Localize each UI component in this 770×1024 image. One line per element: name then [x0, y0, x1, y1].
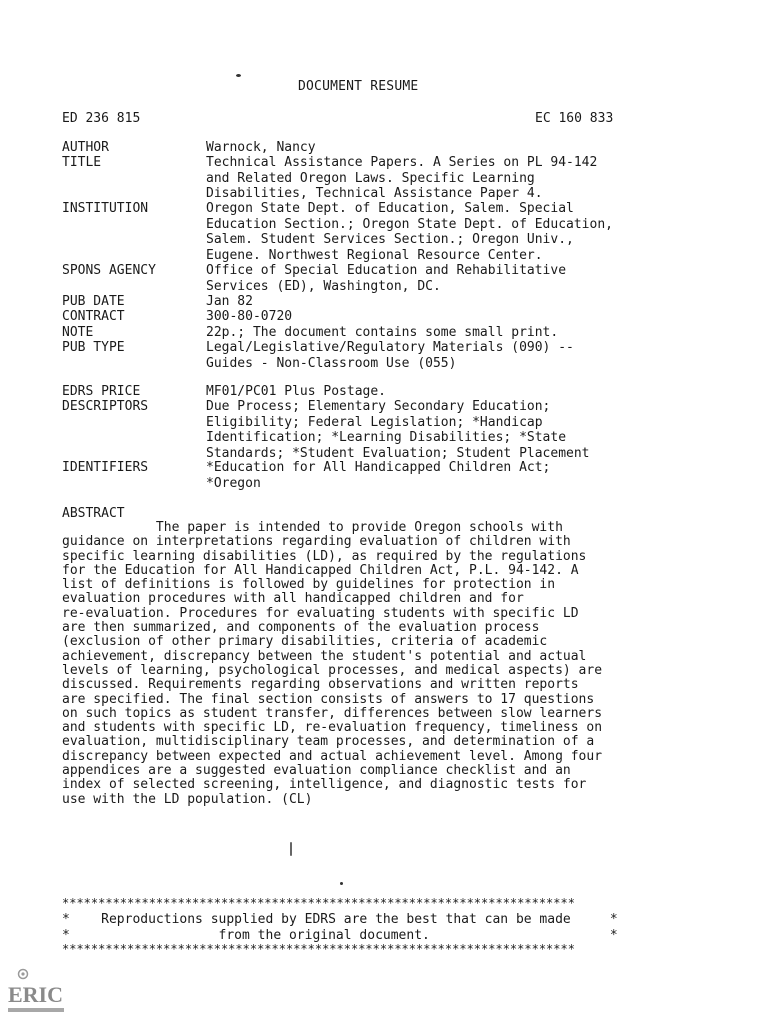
ed-number: ED 236 815: [62, 111, 141, 126]
field-value: [206, 140, 706, 156]
field-label: DESCRIPTORS: [62, 399, 149, 414]
abstract-line: discrepancy between expected and actual achievement level. Among four: [62, 748, 603, 764]
scan-speck: [340, 882, 343, 885]
value-line: Identification; *Learning Disabilities; *State: [206, 430, 567, 445]
value-line: *Oregon: [206, 475, 261, 491]
field-value: [206, 399, 706, 461]
field-value: [206, 294, 706, 310]
value-line: Eligibility; Federal Legislation; *Handicap: [206, 414, 543, 430]
logo-text: ERIC: [8, 982, 64, 1007]
eric-logo: [6, 968, 66, 1016]
logo-bar: [8, 1008, 64, 1012]
abstract-label: ABSTRACT: [62, 506, 125, 521]
value-line: Eugene. Northwest Regional Resource Center.: [206, 247, 543, 263]
abstract-line: are then summarized, and components of the evaluation process: [62, 620, 540, 636]
field-label: NOTE: [62, 325, 94, 340]
abstract-line: evaluation procedures with all handicapped children and for: [62, 591, 524, 607]
value-line: Warnock, Nancy: [206, 140, 316, 155]
field-label: AUTHOR: [62, 140, 109, 155]
footer-line: * from the original document. *: [62, 928, 618, 943]
ec-number: EC 160 833: [535, 111, 614, 126]
field-label: INSTITUTION: [62, 201, 149, 216]
field-label: SPONS AGENCY: [62, 263, 156, 278]
field-value: [206, 201, 706, 263]
value-line: Standards; *Student Evaluation; Student Placement: [206, 445, 590, 461]
value-line: Due Process; Elementary Secondary Education;: [206, 399, 551, 414]
field-value: [206, 263, 706, 294]
scan-speck: [290, 842, 292, 856]
abstract-line: discussed. Requirements regarding observations and written reports: [62, 677, 579, 693]
field-label: EDRS PRICE: [62, 384, 141, 399]
logo-emblem-dot: [21, 972, 24, 975]
abstract-line: (exclusion of other primary disabilities, criteria of academic: [62, 634, 548, 650]
value-line: Office of Special Education and Rehabilitative: [206, 263, 567, 278]
value-line: MF01/PC01 Plus Postage.: [206, 384, 387, 399]
abstract-line: are specified. The final section consists of answers to 17 questions: [62, 691, 595, 707]
abstract-line: for the Education for All Handicapped Children Act, P.L. 94-142. A: [62, 562, 579, 578]
abstract-line: on such topics as student transfer, differences between slow learners: [62, 705, 603, 721]
abstract-line: use with the LD population. (CL): [62, 791, 313, 807]
value-line: 22p.; The document contains some small print.: [206, 325, 559, 340]
field-value: [206, 460, 706, 491]
value-line: Disabilities, Technical Assistance Paper 4.: [206, 186, 543, 201]
value-line: Salem. Student Services Section.; Oregon Univ.,: [206, 232, 574, 247]
abstract-line: list of definitions is followed by guidelines for protection in: [62, 577, 556, 593]
value-line: Technical Assistance Papers. A Series on PL 94-142: [206, 155, 598, 170]
abstract-line: and students with specific LD, re-evaluation frequency, timeliness on: [62, 720, 603, 736]
field-value: [206, 309, 706, 325]
abstract-line: evaluation, multidisciplinary team processes, and determination of a: [62, 734, 595, 750]
abstract-line: specific learning disabilities (LD), as required by the regulations: [62, 548, 587, 564]
value-line: Jan 82: [206, 294, 253, 309]
field-label: CONTRACT: [62, 309, 125, 324]
field-label: PUB TYPE: [62, 340, 125, 355]
value-line: and Related Oregon Laws. Specific Learning: [206, 170, 535, 186]
field-value: [206, 384, 706, 400]
value-line: Services (ED), Washington, DC.: [206, 278, 441, 294]
abstract-line: appendices are a suggested evaluation compliance checklist and an: [62, 763, 571, 779]
field-label: TITLE: [62, 155, 102, 170]
field-label: IDENTIFIERS: [62, 460, 149, 475]
abstract-line: achievement, discrepancy between the student's potential and actual: [62, 648, 587, 664]
abstract-line: re-evaluation. Procedures for evaluating students with specific LD: [62, 605, 579, 621]
abstract-line: index of selected screening, intelligence, and diagnostic tests for: [62, 777, 587, 793]
abstract-line: guidance on interpretations regarding evaluation of children with: [62, 534, 571, 550]
field-label: PUB DATE: [62, 294, 125, 309]
field-value: [206, 325, 706, 341]
value-line: Guides - Non-Classroom Use (055): [206, 355, 457, 371]
value-line: Legal/Legislative/Regulatory Materials (090) --: [206, 340, 574, 355]
value-line: 300-80-0720: [206, 309, 293, 324]
value-line: Education Section.; Oregon State Dept. of Education,: [206, 216, 613, 232]
field-value: [206, 340, 706, 371]
document-title: DOCUMENT RESUME: [298, 79, 419, 94]
footer-border-bottom: ***********************************************************************: [62, 942, 575, 956]
scan-speck: [236, 74, 241, 77]
abstract-line: The paper is intended to provide Oregon schools with: [62, 520, 563, 535]
abstract-body: [62, 521, 702, 807]
value-line: Oregon State Dept. of Education, Salem. Special: [206, 201, 574, 216]
abstract-line: levels of learning, psychological processes, and medical aspects) are: [62, 662, 603, 678]
footer-border-top: ***********************************************************************: [62, 896, 575, 910]
value-line: *Education for All Handicapped Children Act;: [206, 460, 551, 475]
footer-line: * Reproductions supplied by EDRS are the best that can be made *: [62, 912, 618, 927]
field-value: [206, 155, 706, 202]
